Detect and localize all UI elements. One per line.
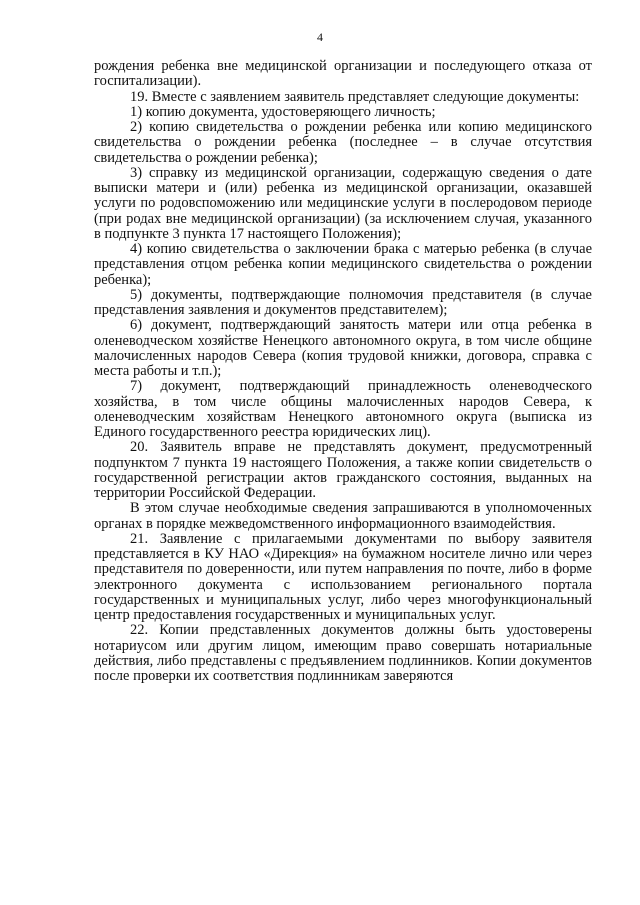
list-item-6: 6) документ, подтверждающий занятость матери или отца ребенка в оленеводческом хозяйстве Ненецкого автономного округа, в том числе общине малочисленных народов Севера (копия трудовой книжки, договора, справка с места работы и т.п.);: [94, 317, 592, 379]
list-item-2: 2) копию свидетельства о рождении ребенка или копию медицинского свидетельства о рождении ребенка (последнее – в случае отсутствия свидетельства о рождении ребенка);: [94, 119, 592, 166]
paragraph-item-22: 22. Копии представленных документов должны быть удостоверены нотариусом или другим лицом, имеющим право совершать нотариальные действия, либо представлены с предъявлением подлинников. Копии документов после проверки их соответствия подлинникам заверяются: [94, 622, 592, 684]
paragraph-item-19: 19. Вместе с заявлением заявитель представляет следующие документы:: [130, 88, 580, 105]
list-item-4: 4) копию свидетельства о заключении брака с матерью ребенка (в случае представления отцом ребенка копии медицинского свидетельства о рождении ребенка);: [94, 241, 592, 288]
paragraph-item-21: 21. Заявление с прилагаемыми документами по выбору заявителя представляется в КУ НАО «Дирекция» на бумажном носителе лично или через представителя по доверенности, или путем направления по почте, либо в форме электронного документа с использованием регионального портала государственных и муниципальных услуг, либо через многофункциональный центр предоставления государственных и муниципальных услуг.: [94, 530, 592, 623]
list-item-3: 3) справку из медицинской организации, содержащую сведения о дате выписки матери и (или) ребенка из медицинской организации, оказавшей услуги по родовспоможению или медицинские услуги в послеродовом периоде (при родах вне медицинской организации) (за исключением случая, указанного в подпункте 3 пункта 17 настоящего Положения);: [94, 164, 592, 242]
list-item-1: 1) копию документа, удостоверяющего личность;: [130, 103, 436, 120]
document-body: [94, 59, 592, 684]
page-number: 4: [317, 30, 323, 44]
list-item-5: 5) документы, подтверждающие полномочия представителя (в случае представления заявления и документов представителем);: [94, 286, 592, 318]
paragraph-continuation: рождения ребенка вне медицинской организации и последующего отказа от госпитализации).: [94, 58, 592, 90]
paragraph-item-20: 20. Заявитель вправе не представлять документ, предусмотренный подпунктом 7 пункта 19 настоящего Положения, а также копии свидетельств о государственной регистрации актов гражданского состояния, выданных на территории Российской Федерации.: [94, 439, 592, 501]
paragraph-item-20-note: В этом случае необходимые сведения запрашиваются в уполномоченных органах в порядке межведомственного информационного взаимодействия.: [94, 500, 592, 532]
list-item-7: 7) документ, подтверждающий принадлежность оленеводческого хозяйства, в том числе общины малочисленных народов Севера, к оленеводческим хозяйствам Ненецкого автономного округа (выписка из Единого государственного реестра юридических лиц).: [94, 378, 592, 440]
